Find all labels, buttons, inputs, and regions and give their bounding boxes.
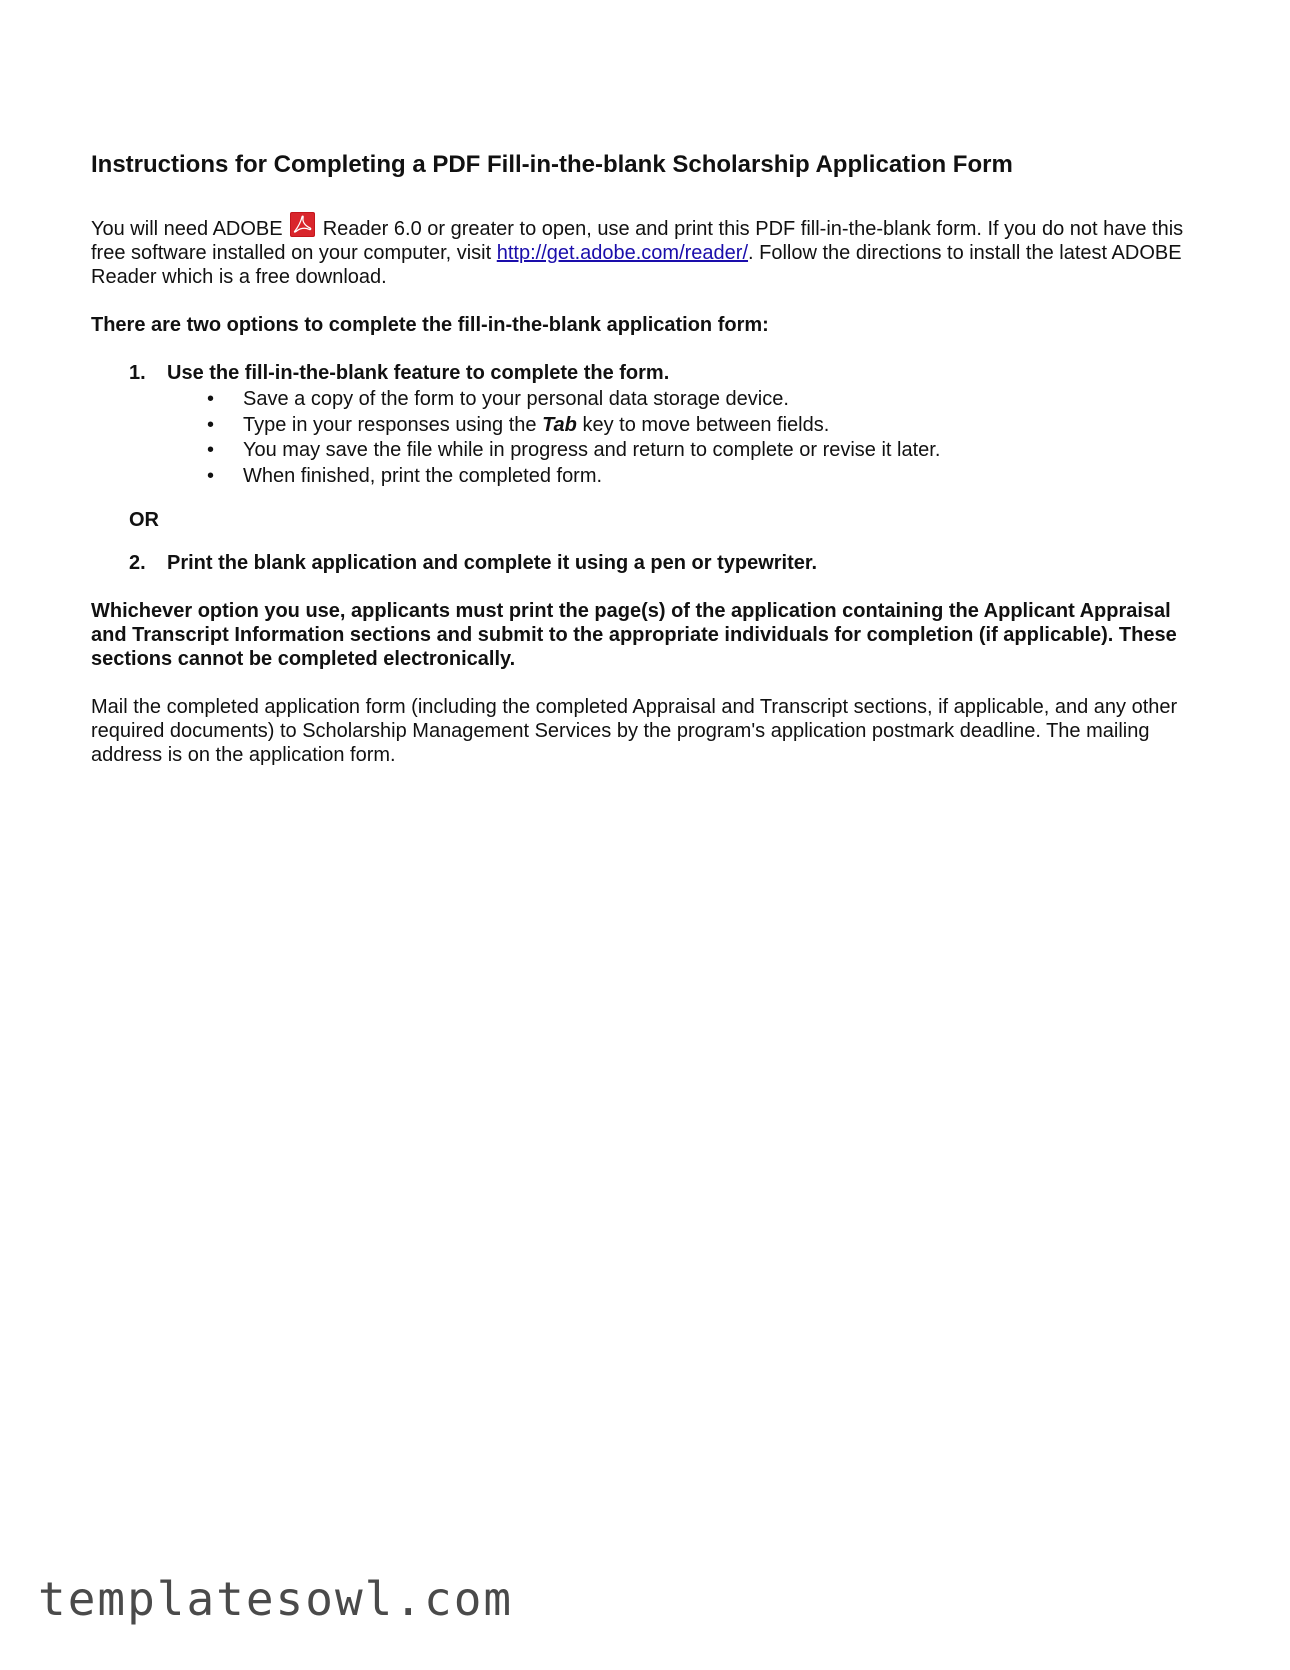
adobe-pdf-icon bbox=[290, 212, 315, 237]
option-1 bbox=[91, 361, 1211, 385]
list-item bbox=[207, 387, 1211, 413]
list-item bbox=[207, 464, 1211, 490]
options-heading: There are two options to complete the fill-in-the-blank application form: bbox=[91, 314, 769, 336]
or-label: OR bbox=[129, 509, 159, 531]
option-1-bullet-list bbox=[91, 387, 1211, 489]
bullet-icon: • bbox=[207, 439, 215, 461]
adobe-reader-link[interactable]: http://get.adobe.com/reader/ bbox=[496, 242, 749, 264]
list-item bbox=[207, 413, 1211, 439]
bullet-text-after: key to move between fields. bbox=[582, 413, 830, 436]
bullet-text-before: Type in your responses using the bbox=[243, 413, 537, 436]
bullet-text: When finished, print the completed form. bbox=[243, 464, 603, 487]
option-2-number: 2. bbox=[129, 552, 146, 574]
bullet-icon: • bbox=[207, 464, 215, 487]
bullet-text: Save a copy of the form to your personal data storage device. bbox=[243, 388, 789, 410]
document-page bbox=[91, 150, 1211, 767]
option-1-number: 1. bbox=[129, 362, 146, 384]
page-title: Instructions for Completing a PDF Fill-in-the-blank Scholarship Application Form bbox=[91, 151, 1013, 178]
bullet-icon: • bbox=[207, 413, 215, 436]
option-2 bbox=[91, 551, 1211, 575]
intro-before-icon: You will need ADOBE bbox=[91, 218, 283, 240]
tab-key-emphasis: Tab bbox=[542, 413, 577, 436]
whichever-paragraph: Whichever option you use, applicants must print the page(s) of the application containing the Applicant Appraisal and Transcript Information sections and submit to the appropriate individuals for completion (if applicable). These sections cannot be completed electronically. bbox=[91, 600, 1177, 670]
option-1-label: Use the fill-in-the-blank feature to complete the form. bbox=[167, 362, 670, 384]
intro-after-link: . Follow the directions to install the latest ADOBE Reader which is a free download. bbox=[91, 242, 1182, 288]
mail-paragraph: Mail the completed application form (including the completed Appraisal and Transcript sections, if applicable, and any other required documents) to Scholarship Management Services by the program's application postmark deadline. The mailing address is on the application form. bbox=[91, 696, 1178, 766]
option-2-label: Print the blank application and complete it using a pen or typewriter. bbox=[167, 552, 818, 574]
intro-after-icon: Reader 6.0 or greater to open, use and print this PDF fill-in-the-blank form. If you do not have this free software installed on your computer, visit bbox=[91, 218, 1184, 264]
list-item bbox=[207, 438, 1211, 464]
watermark: templatesowl.com bbox=[38, 1572, 514, 1626]
intro-paragraph bbox=[91, 212, 1211, 289]
bullet-text: You may save the file while in progress and return to complete or revise it later. bbox=[243, 439, 941, 461]
bullet-icon: • bbox=[207, 388, 215, 410]
